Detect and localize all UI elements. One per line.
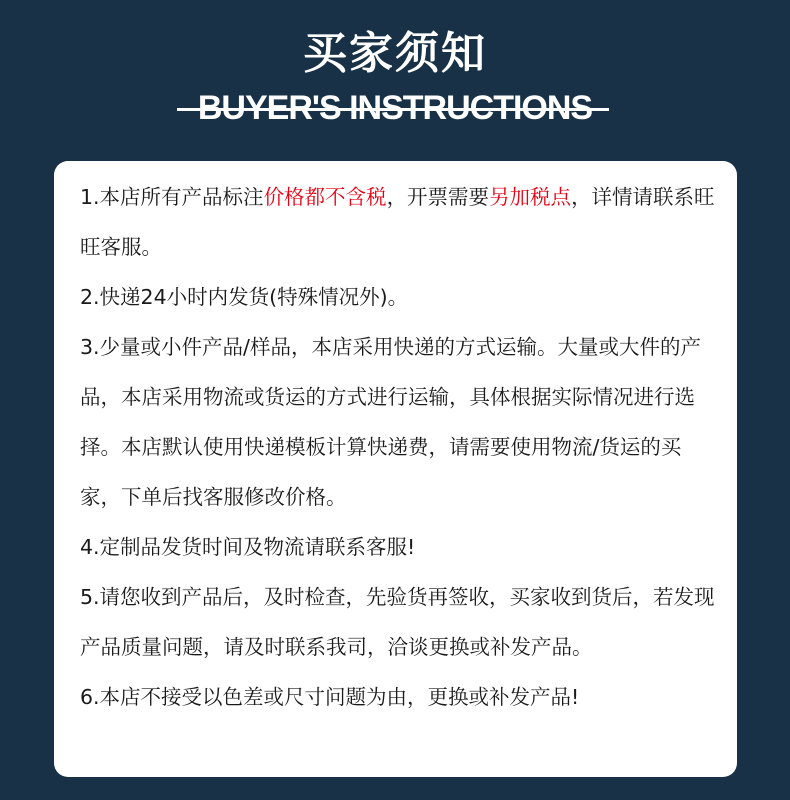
item-1-highlight-price: 价格都不含税: [263, 185, 387, 209]
instruction-item-6: 6.本店不接受以色差或尺寸问题为由，更换或补发产品!: [80, 685, 580, 709]
subtitle-banner: [0, 86, 790, 130]
instruction-item-1: [80, 172, 720, 272]
instructions-card: [54, 161, 737, 777]
item-1-text-b: ，开票需要: [386, 185, 490, 209]
page-title: 买家须知: [303, 28, 487, 79]
item-1-text-a: 1.本店所有产品标注: [80, 185, 264, 209]
instructions-list: [80, 172, 720, 722]
instruction-item-2: 2.快递24小时内发货(特殊情况外)。: [80, 285, 409, 309]
page-subtitle: BUYER'S INSTRUCTIONS: [197, 89, 593, 127]
item-1-text-c: ，详情请联系旺旺客服。: [80, 185, 715, 259]
instruction-item-4: 4.定制品发货时间及物流请联系客服!: [80, 535, 416, 559]
instruction-item-5: 5.请您收到产品后，及时检查，先验货再签收，买家收到货后，若发现产品质量问题，请及时联系我司，洽谈更换或补发产品。: [80, 585, 715, 659]
item-1-highlight-tax: 另加税点: [489, 185, 572, 209]
instruction-item-3: 3.少量或小件产品/样品，本店采用快递的方式运输。大量或大件的产品，本店采用物流或货运的方式进行运输，具体根据实际情况进行选择。本店默认使用快递模板计算快递费，请需要使用物流/货运的买家，下单后找客服修改价格。: [80, 335, 701, 509]
